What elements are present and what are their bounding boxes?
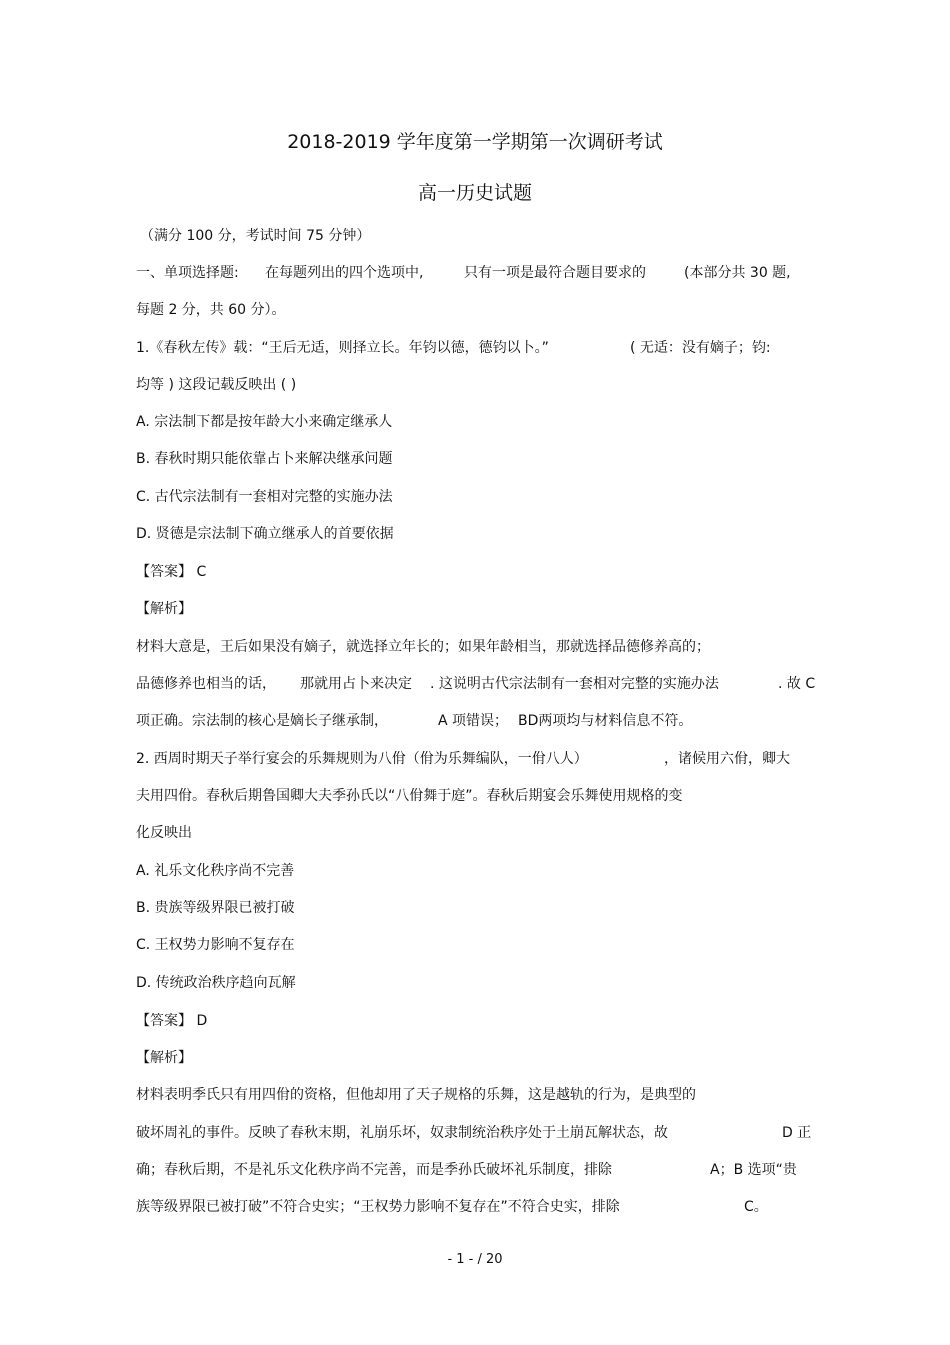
exam-info: （满分 100 分，考试时间 75 分钟）	[140, 228, 371, 244]
q2-option-b: B. 贵族等级界限已被打破	[136, 900, 295, 916]
section-instruction-a: 一、单项选择题:	[136, 265, 239, 281]
q1-analysis-line3-c: BD两项均与材料信息不符。	[518, 713, 693, 729]
q1-option-a: A. 宗法制下都是按年龄大小来确定继承人	[136, 414, 393, 430]
page-number: - 1 - / 20	[447, 1252, 503, 1267]
section-instruction-line2: 每题 2 分，共 60 分）。	[136, 302, 286, 318]
q1-option-d: D. 贤德是宗法制下确立继承人的首要依据	[136, 526, 394, 542]
q1-analysis-line2-d: . 故 C	[778, 676, 816, 692]
q1-option-c: C. 古代宗法制有一套相对完整的实施办法	[136, 489, 393, 505]
section-instruction-d: (本部分共 30 题,	[684, 265, 791, 281]
q1-analysis-line2-a: 品德修养也相当的话，	[136, 676, 276, 692]
q1-option-b: B. 春秋时期只能依靠占卜来解决继承问题	[136, 451, 393, 467]
q1-analysis-line1: 材料大意是，王后如果没有嫡子，就选择立年长的；如果年龄相当，那就选择品德修养高的；	[136, 639, 710, 655]
q1-stem-line2: 均等 ) 这段记载反映出 ( )	[136, 377, 297, 393]
q2-stem-line1: 2. 西周时期天子举行宴会的乐舞规则为八佾（佾为乐舞编队，一佾八人）	[136, 751, 588, 767]
q1-analysis-label: 【解析】	[136, 601, 192, 617]
q2-analysis-line4-a: 族等级界限已被打破”不符合史实；“王权势力影响不复存在”不符合史实，排除	[136, 1199, 620, 1215]
q2-analysis-line1: 材料表明季氏只有用四佾的资格，但他却用了天子规格的乐舞，这是越轨的行为，是典型的	[136, 1087, 696, 1103]
section-instruction-c: 只有一项是最符合题目要求的	[464, 265, 646, 281]
q2-option-a: A. 礼乐文化秩序尚不完善	[136, 863, 295, 879]
q1-analysis-line2-b: 那就用占卜来决定	[300, 676, 412, 692]
section-instruction-b: 在每题列出的四个选项中,	[265, 265, 424, 281]
q2-analysis-line2-b: D 正	[782, 1125, 812, 1141]
exam-title: 2018-2019 学年度第一学期第一次调研考试	[287, 131, 663, 153]
q1-analysis-line3-b: A 项错误；	[438, 713, 509, 729]
q1-analysis-line2-c: . 这说明古代宗法制有一套相对完整的实施办法	[430, 676, 719, 692]
q2-analysis-line2-a: 破坏周礼的事件。反映了春秋末期，礼崩乐坏，奴隶制统治秩序处于土崩瓦解状态，故	[136, 1125, 668, 1141]
q1-analysis-line3-a: 项正确。宗法制的核心是嫡长子继承制，	[136, 713, 388, 729]
q2-analysis-line3-b: A；B 选项“贵	[710, 1162, 797, 1178]
q1-stem-note: ( 无适：没有嫡子；钧:	[630, 340, 771, 356]
q2-option-c: C. 王权势力影响不复存在	[136, 937, 295, 953]
exam-subtitle: 高一历史试题	[417, 182, 532, 204]
q2-stem-line2: 夫用四佾。春秋后期鲁国卿大夫季孙氏以“八佾舞于庭”。春秋后期宴会乐舞使用规格的变	[136, 788, 683, 804]
q2-answer: 【答案】 D	[136, 1013, 208, 1029]
q2-option-d: D. 传统政治秩序趋向瓦解	[136, 975, 296, 991]
q1-stem-line1: 1.《春秋左传》载：“王后无适，则择立长。年钧以德，德钧以卜。”	[136, 340, 549, 356]
q1-answer: 【答案】 C	[136, 564, 207, 580]
q2-analysis-line4-b: C。	[744, 1199, 768, 1215]
q2-stem-line3: 化反映出	[136, 825, 192, 841]
q2-stem-line1-b: ，诸候用六佾，卿大	[664, 751, 790, 767]
q2-analysis-line3-a: 确；春秋后期，不是礼乐文化秩序尚不完善，而是季孙氏破坏礼乐制度，排除	[136, 1162, 612, 1178]
q2-analysis-label: 【解析】	[136, 1050, 192, 1066]
